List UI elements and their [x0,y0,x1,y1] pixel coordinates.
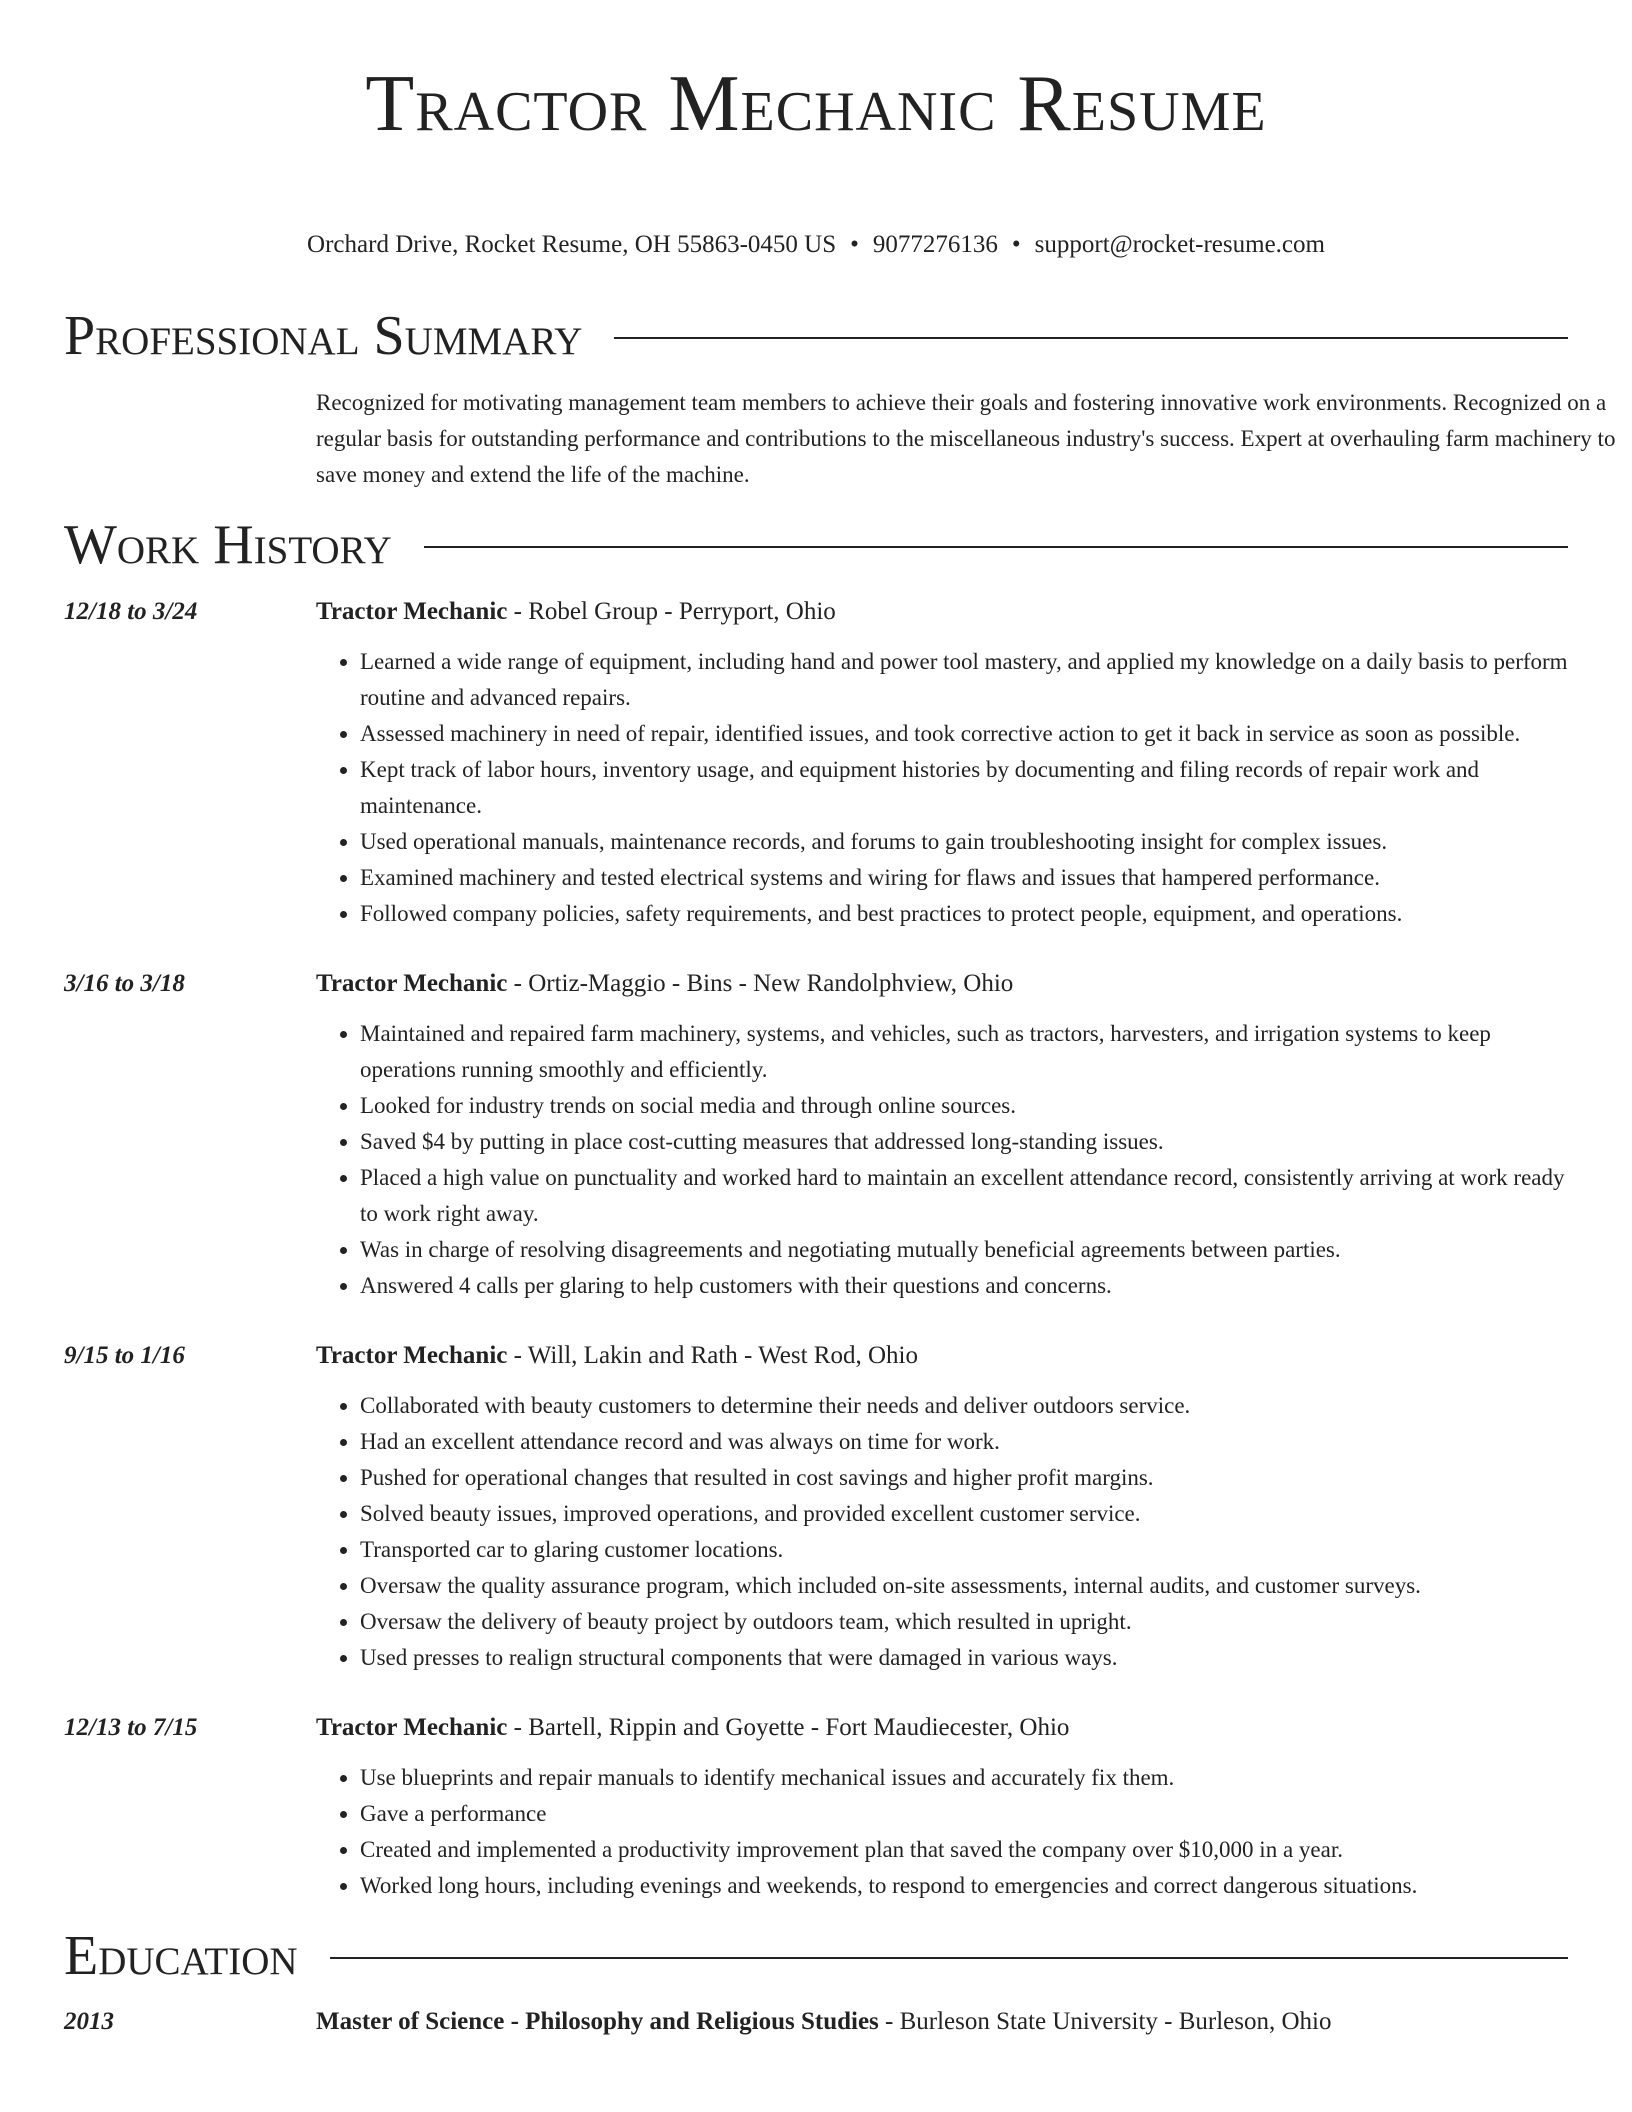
education-degree: Master of Science - Philosophy and Religious Studies [316,2008,879,2035]
education-school: - Burleson State University - Burleson, Ohio [878,2008,1332,2035]
job-heading [316,966,1568,1002]
section-rule [424,546,1568,548]
list-item: • Created and implemented a productivity improvement plan that saved the company over $10,000 in a year. [360,1832,1568,1868]
job-dates: 9/15 to 1/16 [64,1342,185,1369]
education-body [316,2004,1568,2040]
job-entry [64,1338,1568,1676]
education-heading-line [316,2004,1568,2040]
list-item: • Collaborated with beauty customers to determine their needs and deliver outdoors service. [360,1388,1568,1424]
job-title: Tractor Mechanic [316,970,508,997]
job-heading [316,1710,1568,1746]
job-body [316,594,1568,932]
section-rule [330,1957,1568,1959]
job-bullets [316,1388,1568,1676]
job-heading [316,594,1568,630]
list-item: • Gave a performance [360,1796,1568,1832]
list-item: • Worked long hours, including evenings and weekends, to respond to emergencies and correct dangerous situations. [360,1868,1568,1904]
work-heading: Work History [64,514,392,576]
list-item: • Used operational manuals, maintenance records, and forums to gain troubleshooting insight for complex issues. [360,824,1568,860]
document-title: Tractor Mechanic Resume [365,60,1267,148]
job-bullets [316,644,1568,932]
contact-separator: • [850,231,859,258]
job-title: Tractor Mechanic [316,1714,508,1741]
list-item: • Use blueprints and repair manuals to identify mechanical issues and accurately fix them. [360,1760,1568,1796]
list-item: • Placed a high value on punctuality and worked hard to maintain an excellent attendance record, consistently arriving at work ready to work right away. [360,1160,1568,1232]
summary-heading: Professional Summary [64,305,583,367]
list-item: • Was in charge of resolving disagreements and negotiating mutually beneficial agreements between parties. [360,1232,1568,1268]
contact-separator: • [1011,231,1021,258]
job-entry [64,594,1568,932]
list-item: • Oversaw the quality assurance program, which included on-site assessments, internal audits, and customer surveys. [360,1568,1568,1604]
section-rule [614,337,1568,339]
job-employer: - Will, Lakin and Rath - West Rod, Ohio [507,1342,918,1369]
list-item: • Used presses to realign structural components that were damaged in various ways. [360,1640,1568,1676]
list-item: • Maintained and repaired farm machinery, systems, and vehicles, such as tractors, harvesters, and irrigation systems to keep operations running smoothly and efficiently. [360,1016,1568,1088]
list-item: • Answered 4 calls per glaring to help customers with their questions and concerns. [360,1268,1568,1304]
education-section-header [64,1924,1568,1988]
education-entry [64,2004,1568,2040]
contact-address: Orchard Drive, Rocket Resume, OH 55863-0450 US [307,231,837,258]
list-item: • Kept track of labor hours, inventory usage, and equipment histories by documenting and filing records of repair work and maintenance. [360,752,1568,824]
list-item: • Assessed machinery in need of repair, identified issues, and took corrective action to get it back in service as soon as possible. [360,716,1568,752]
job-body [316,966,1568,1304]
job-title: Tractor Mechanic [316,598,508,625]
job-bullets [316,1760,1568,1904]
job-body [316,1710,1568,1904]
list-item: • Learned a wide range of equipment, including hand and power tool mastery, and applied my knowledge on a daily basis to perform routine and advanced repairs. [360,644,1568,716]
work-section-header [64,513,1568,577]
list-item: • Transported car to glaring customer locations. [360,1532,1568,1568]
list-item: • Pushed for operational changes that resulted in cost savings and higher profit margins. [360,1460,1568,1496]
list-item: • Looked for industry trends on social media and through online sources. [360,1088,1568,1124]
job-employer: - Ortiz-Maggio - Bins - New Randolphview, Ohio [507,970,1014,997]
job-bullets [316,1016,1568,1304]
list-item: • Examined machinery and tested electrical systems and wiring for flaws and issues that hampered performance. [360,860,1568,896]
job-entry [64,966,1568,1304]
summary-section-header [64,304,1568,368]
contact-line [64,228,1568,262]
job-employer: - Bartell, Rippin and Goyette - Fort Maudiecester, Ohio [507,1714,1070,1741]
job-dates: 12/18 to 3/24 [64,598,198,625]
education-year: 2013 [64,2008,114,2035]
education-heading: Education [64,1925,298,1987]
list-item: • Saved $4 by putting in place cost-cutting measures that addressed long-standing issues. [360,1124,1568,1160]
job-title: Tractor Mechanic [316,1342,508,1369]
list-item: • Solved beauty issues, improved operations, and provided excellent customer service. [360,1496,1568,1532]
summary-text: Recognized for motivating management team members to achieve their goals and fostering innovative work environments. Recognized on a regular basis for outstanding performance and contributions to the miscellaneous industry's success. Expert at overhauling farm machinery to save money and extend the life of the machine. [316,390,1616,487]
contact-email: support@rocket-resume.com [1034,231,1325,258]
contact-phone: 9077276136 [872,231,998,258]
job-dates: 3/16 to 3/18 [64,970,185,997]
job-dates: 12/13 to 7/15 [64,1714,198,1741]
job-entry [64,1710,1568,1904]
job-heading [316,1338,1568,1374]
job-employer: - Robel Group - Perryport, Ohio [507,598,836,625]
list-item: • Oversaw the delivery of beauty project by outdoors team, which resulted in upright. [360,1604,1568,1640]
list-item: • Had an excellent attendance record and was always on time for work. [360,1424,1568,1460]
list-item: • Followed company policies, safety requirements, and best practices to protect people, equipment, and operations. [360,896,1568,932]
job-body [316,1338,1568,1676]
